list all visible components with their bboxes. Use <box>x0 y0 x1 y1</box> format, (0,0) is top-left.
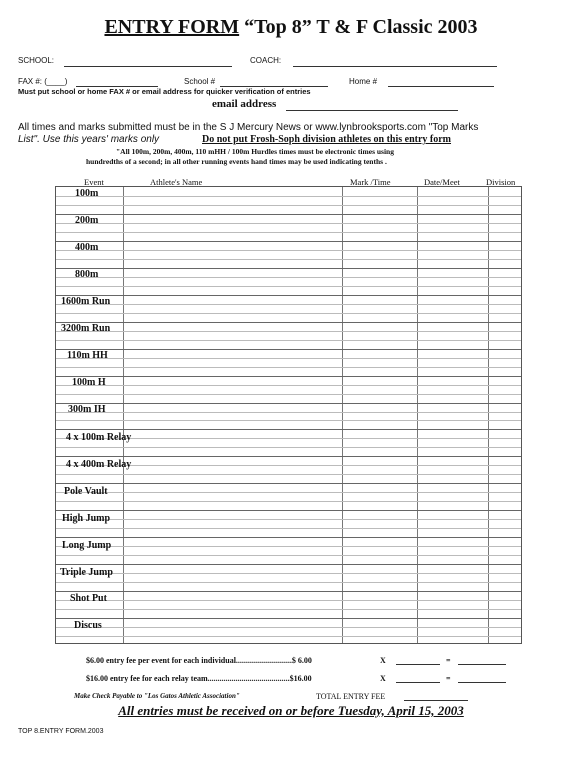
instructions-line1: All times and marks submitted must be in the S J Mercury News or www.lynbrooksports.com "Top Marks <box>18 122 479 133</box>
total-fee-label: TOTAL ENTRY FEE <box>316 692 386 701</box>
row-line <box>56 510 521 511</box>
entry-form-heading: ENTRY FORM <box>104 16 240 38</box>
row-line <box>56 259 521 260</box>
fee-relay: $16.00 entry fee for each relay team.........................................$16.00 <box>86 674 312 683</box>
coach-label: COACH: <box>250 56 282 65</box>
row-line <box>56 205 521 206</box>
row-line <box>56 286 521 287</box>
header-division: Division <box>486 177 516 187</box>
header-mark: Mark /Time <box>350 177 391 187</box>
row-line <box>56 322 521 323</box>
fee-eq-label: = <box>446 656 451 665</box>
row-line <box>56 394 521 395</box>
relay-total-field[interactable] <box>458 682 506 683</box>
row-line <box>56 412 521 413</box>
row-line <box>56 492 521 493</box>
home-phone-field[interactable] <box>388 86 494 87</box>
fee-eq-label: = <box>446 674 451 683</box>
header-athlete: Athlete's Name <box>150 177 203 187</box>
school-field[interactable] <box>64 66 232 67</box>
event-100mh: 100m H <box>72 377 106 388</box>
event-1600m: 1600m Run <box>61 296 111 307</box>
row-line <box>56 420 521 421</box>
check-payable-note: Make Check Payable to "Los Gatos Athletic Association" <box>74 692 240 700</box>
row-line <box>56 403 521 404</box>
row-line <box>56 537 521 538</box>
row-line <box>56 277 521 278</box>
row-line <box>56 447 521 448</box>
row-line <box>56 591 521 592</box>
row-line <box>56 295 521 296</box>
row-line <box>56 564 521 565</box>
instructions-line3: "All 100m, 200m, 400m, 110 mHH / 100m Hurdles times must be electronic times using <box>116 147 394 156</box>
header-date-meet: Date/Meet <box>424 177 460 187</box>
event-shot-put: Shot Put <box>70 593 107 604</box>
row-line <box>56 483 521 484</box>
event-4x400-relay: 4 x 400m Relay <box>66 459 132 470</box>
coach-field[interactable] <box>293 66 497 67</box>
col-divider <box>488 187 489 643</box>
row-line <box>56 241 521 242</box>
row-line <box>56 600 521 601</box>
row-line <box>56 627 521 628</box>
event-title: “Top 8” T & F Classic 2003 <box>244 16 478 38</box>
row-line <box>56 528 521 529</box>
col-divider <box>417 187 418 643</box>
row-line <box>56 376 521 377</box>
row-line <box>56 501 521 502</box>
row-line <box>56 546 521 547</box>
individual-total-field[interactable] <box>458 664 506 665</box>
fee-individual: $6.00 entry fee per event for each individual............................$ 6.00 <box>86 656 312 665</box>
school-label: SCHOOL: <box>18 56 55 65</box>
row-line <box>56 268 521 269</box>
total-fee-field[interactable] <box>404 700 468 701</box>
row-line <box>56 636 521 637</box>
row-line <box>56 573 521 574</box>
row-line <box>56 331 521 332</box>
row-line <box>56 555 521 556</box>
row-line <box>56 304 521 305</box>
row-line <box>56 456 521 457</box>
home-phone-label: Home # <box>349 77 378 86</box>
row-line <box>56 474 521 475</box>
email-field[interactable] <box>286 110 458 111</box>
footer-doc-id: TOP 8.ENTRY FORM.2003 <box>18 728 104 735</box>
instructions-line4: hundredths of a second; in all other running events hand times may be used indicating tenths . <box>86 157 387 166</box>
individual-count-field[interactable] <box>396 664 440 665</box>
event-3200m: 3200m Run <box>61 323 111 334</box>
school-phone-label: School # <box>184 77 216 86</box>
row-line <box>56 429 521 430</box>
row-line <box>56 214 521 215</box>
event-discus: Discus <box>74 620 102 631</box>
event-4x100-relay: 4 x 100m Relay <box>66 432 132 443</box>
form-title <box>20 16 562 39</box>
event-200m: 200m <box>75 215 99 226</box>
instructions-line2b: Do not put Frosh-Soph division athletes on this entry form <box>202 134 452 145</box>
event-triple-jump: Triple Jump <box>60 567 113 578</box>
fax-label: FAX #: (____) <box>18 77 68 86</box>
event-110mhh: 110m HH <box>67 350 108 361</box>
event-long-jump: Long Jump <box>62 540 112 551</box>
row-line <box>56 340 521 341</box>
event-high-jump: High Jump <box>62 513 111 524</box>
row-line <box>56 519 521 520</box>
row-line <box>56 618 521 619</box>
row-line <box>56 609 521 610</box>
fee-x-label: X <box>380 656 386 665</box>
email-label: email address <box>212 98 277 110</box>
row-line <box>56 196 521 197</box>
fax-note: Must put school or home FAX # or email address for quicker verification of entries <box>18 87 311 96</box>
entry-table[interactable] <box>55 186 522 644</box>
row-line <box>56 250 521 251</box>
event-100m: 100m <box>75 188 99 199</box>
header-event: Event <box>84 177 104 187</box>
instructions-line2a: List". Use this years' marks only <box>18 134 160 145</box>
event-400m: 400m <box>75 242 99 253</box>
relay-count-field[interactable] <box>396 682 440 683</box>
col-divider <box>342 187 343 643</box>
col-divider <box>123 187 124 643</box>
event-800m: 800m <box>75 269 99 280</box>
row-line <box>56 582 521 583</box>
row-line <box>56 385 521 386</box>
row-line <box>56 358 521 359</box>
row-line <box>56 223 521 224</box>
row-line <box>56 313 521 314</box>
deadline-notice: All entries must be received on or before Tuesday, April 15, 2003 <box>118 703 464 718</box>
fee-x-label: X <box>380 674 386 683</box>
event-300mih: 300m IH <box>68 404 106 415</box>
event-pole-vault: Pole Vault <box>64 486 108 497</box>
row-line <box>56 232 521 233</box>
row-line <box>56 367 521 368</box>
row-line <box>56 349 521 350</box>
